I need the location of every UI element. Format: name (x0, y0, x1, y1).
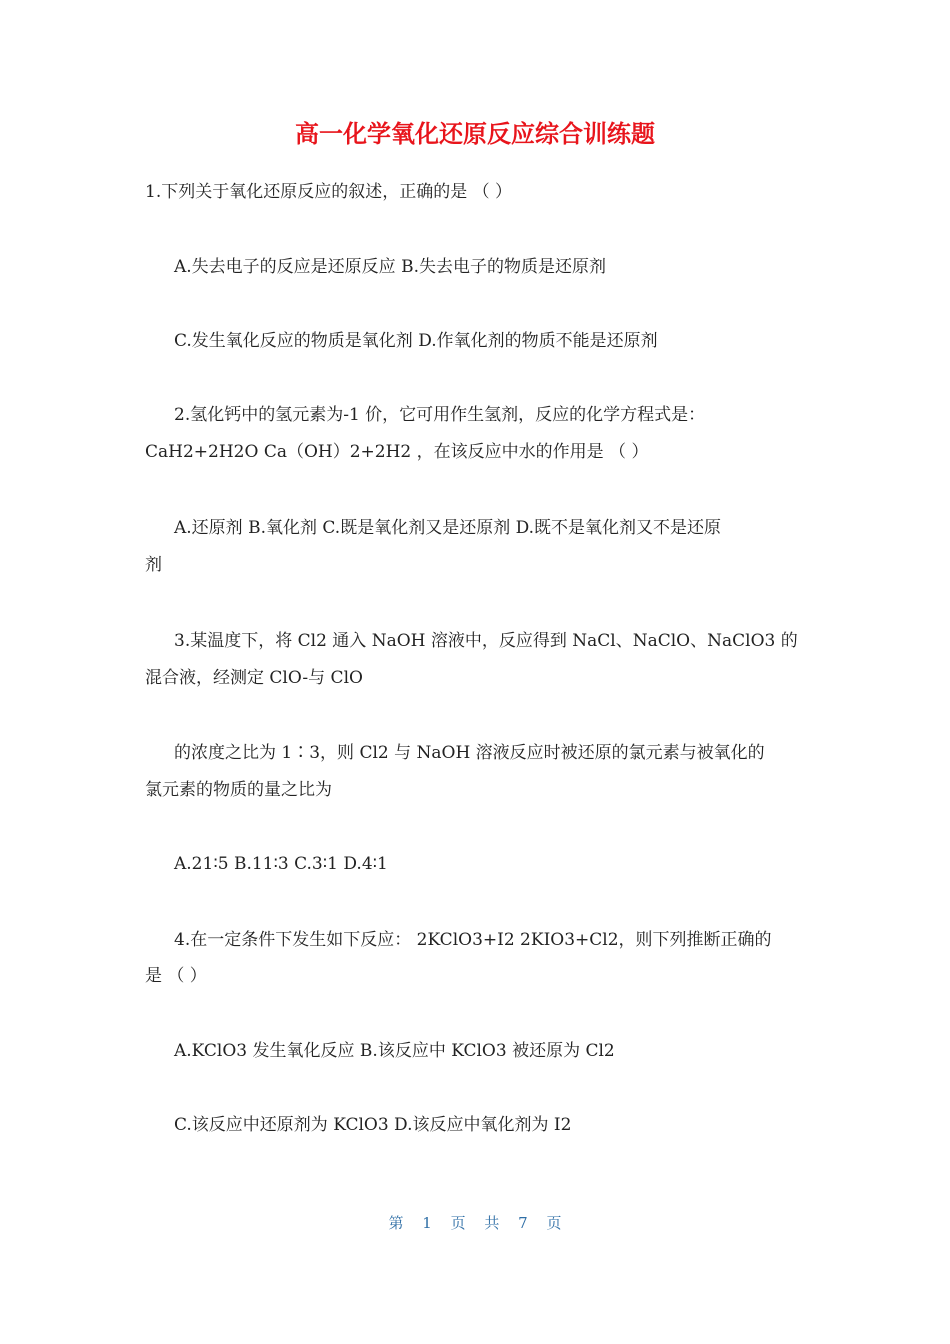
question-3-stem-line-4: 氯元素的物质的量之比为 (145, 780, 332, 800)
question-3-stem-line-2: 混合液，经测定 ClO-与 ClO (145, 668, 363, 688)
document-title: 高一化学氧化还原反应综合训练题 (295, 120, 655, 148)
question-2-stem-line-1: 2.氢化钙中的氢元素为-1 价，它可用作生氢剂，反应的化学方程式是： (174, 405, 706, 425)
question-2-stem-line-2: CaH2+2H2O Ca（OH）2+2H2 ，在该反应中水的作用是 （ ） (145, 442, 649, 462)
question-3-stem-line-3: 的浓度之比为 1∶3，则 Cl2 与 NaOH 溶液反应时被还原的氯元素与被氧化的 (174, 743, 765, 763)
page-footer: 第 1 页 共 7 页 (388, 1214, 562, 1232)
question-4-options-ab: A.KClO3 发生氧化反应 B.该反应中 KClO3 被还原为 Cl2 (174, 1041, 615, 1061)
question-4-stem-line-2: 是 （ ） (145, 966, 207, 986)
question-1-options-cd: C.发生氧化反应的物质是氧化剂 D.作氧化剂的物质不能是还原剂 (174, 331, 658, 351)
question-1-stem: 1.下列关于氧化还原反应的叙述，正确的是 （ ） (145, 182, 513, 202)
question-1-options-ab: A.失去电子的反应是还原反应 B.失去电子的物质是还原剂 (174, 257, 606, 277)
question-4-options-cd: C.该反应中还原剂为 KClO3 D.该反应中氧化剂为 I2 (174, 1115, 572, 1135)
question-2-options-line-2: 剂 (145, 555, 162, 575)
question-3-options: A.21∶5 B.11∶3 C.3∶1 D.4∶1 (174, 854, 388, 874)
question-2-options-line-1: A.还原剂 B.氧化剂 C.既是氧化剂又是还原剂 D.既不是氧化剂又不是还原 (174, 518, 722, 538)
question-3-stem-line-1: 3.某温度下，将 Cl2 通入 NaOH 溶液中，反应得到 NaCl、NaClO、NaClO3 的 (174, 631, 798, 651)
question-4-stem-line-1: 4.在一定条件下发生如下反应： 2KClO3+I2 2KIO3+Cl2，则下列推断正确的 (174, 930, 772, 950)
